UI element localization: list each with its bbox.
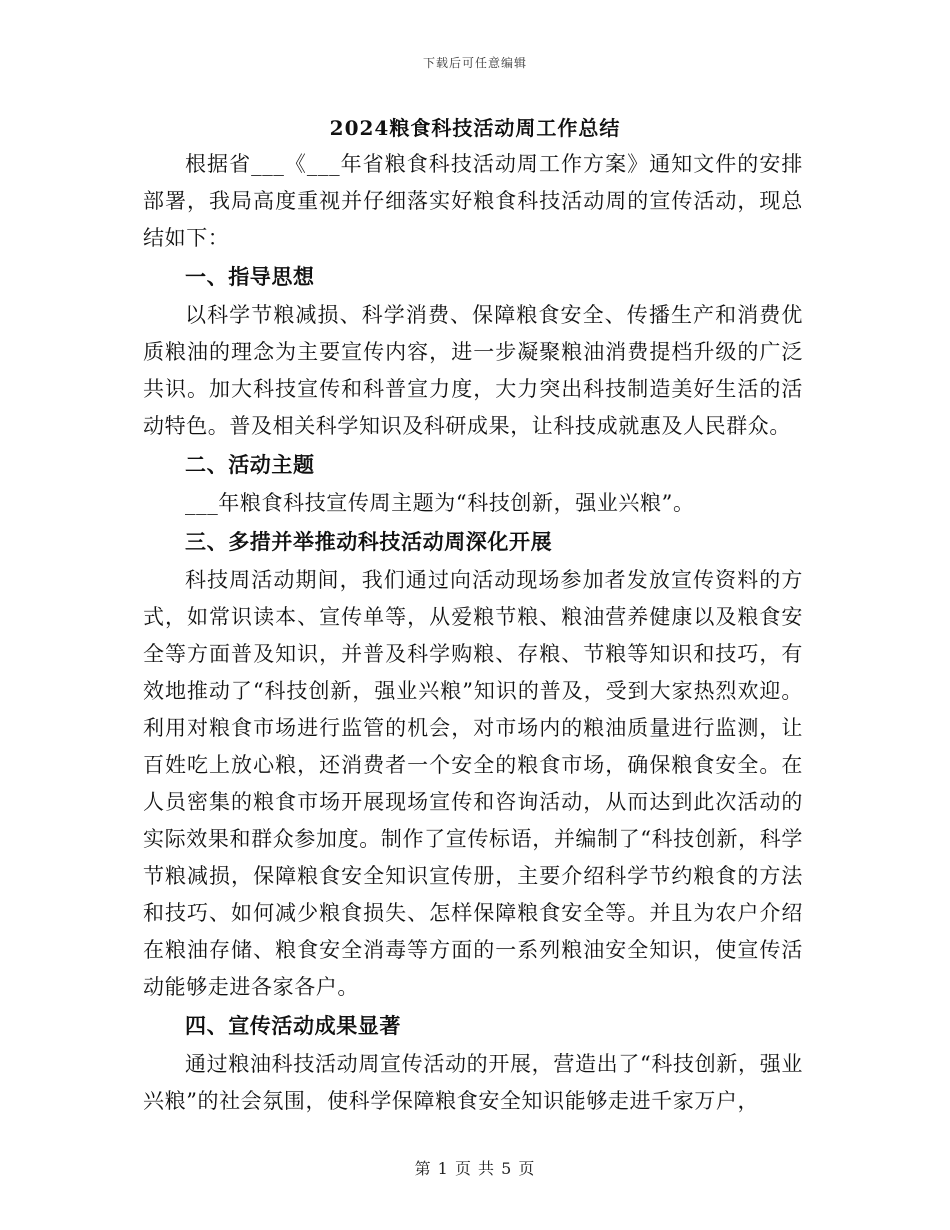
section-heading-1: 一、指导思想 <box>185 264 315 289</box>
section-heading-3: 三、多措并举推动科技活动周深化开展 <box>185 529 553 554</box>
header-note: 下载后可任意编辑 <box>422 56 527 70</box>
section-heading-4: 四、宣传活动成果显著 <box>185 1013 401 1038</box>
intro-paragraph: 根据省___《___年省粮食科技活动周工作方案》通知文件的安排部署，我局高度重视并仔细落实好粮食科技活动周的宣传活动，现总结如下： <box>143 152 803 250</box>
section-3-paragraph: 科技周活动期间，我们通过向活动现场参加者发放宣传资料的方式，如常识读本、宣传单等，从爱粮节粮、粮油营养健康以及粮食安全等方面普及知识，并普及科学购粮、存粮、节粮等知识和技巧，有效地推动了“科技创新，强业兴粮”知识的普及，受到大家热烈欢迎。利用对粮食市场进行监管的机会，对市场内的粮油质量进行监测，让百姓吃上放心粮，还消费者一个安全的粮食市场，确保粮食安全。在人员密集的粮食市场开展现场宣传和咨询活动，从而达到此次活动的实际效果和群众参加度。制作了宣传标语，并编制了“科技创新，科学节粮减损，保障粮食安全知识宣传册，主要介绍科学节约粮食的方法和技巧、如何减少粮食损失、怎样保障粮食安全等。并且为农户介绍在粮油存储、粮食安全消毒等方面的一系列粮油安全知识，使宣传活动能够走进各家各户。 <box>143 568 803 999</box>
section-2-paragraph: ___年粮食科技宣传周主题为“科技创新，强业兴粮”。 <box>185 491 695 515</box>
section-heading-2: 二、活动主题 <box>185 452 315 477</box>
document-body <box>143 146 803 1120</box>
document-title: 2024粮食科技活动周工作总结 <box>329 116 621 140</box>
page-footer: 第 1 页 共 5 页 <box>414 1159 536 1178</box>
section-1-paragraph: 以科学节粮减损、科学消费、保障粮食安全、传播生产和消费优质粮油的理念为主要宣传内容，进一步凝聚粮油消费提档升级的广泛共识。加大科技宣传和科普宣力度，大力突出科技制造美好生活的活动特色。普及相关科学知识及科研成果，让科技成就惠及人民群众。 <box>143 303 803 438</box>
section-4-paragraph: 通过粮油科技活动周宣传活动的开展，营造出了“科技创新，强业兴粮”的社会氛围，使科学保障粮食安全知识能够走进千家万户， <box>143 1052 803 1113</box>
